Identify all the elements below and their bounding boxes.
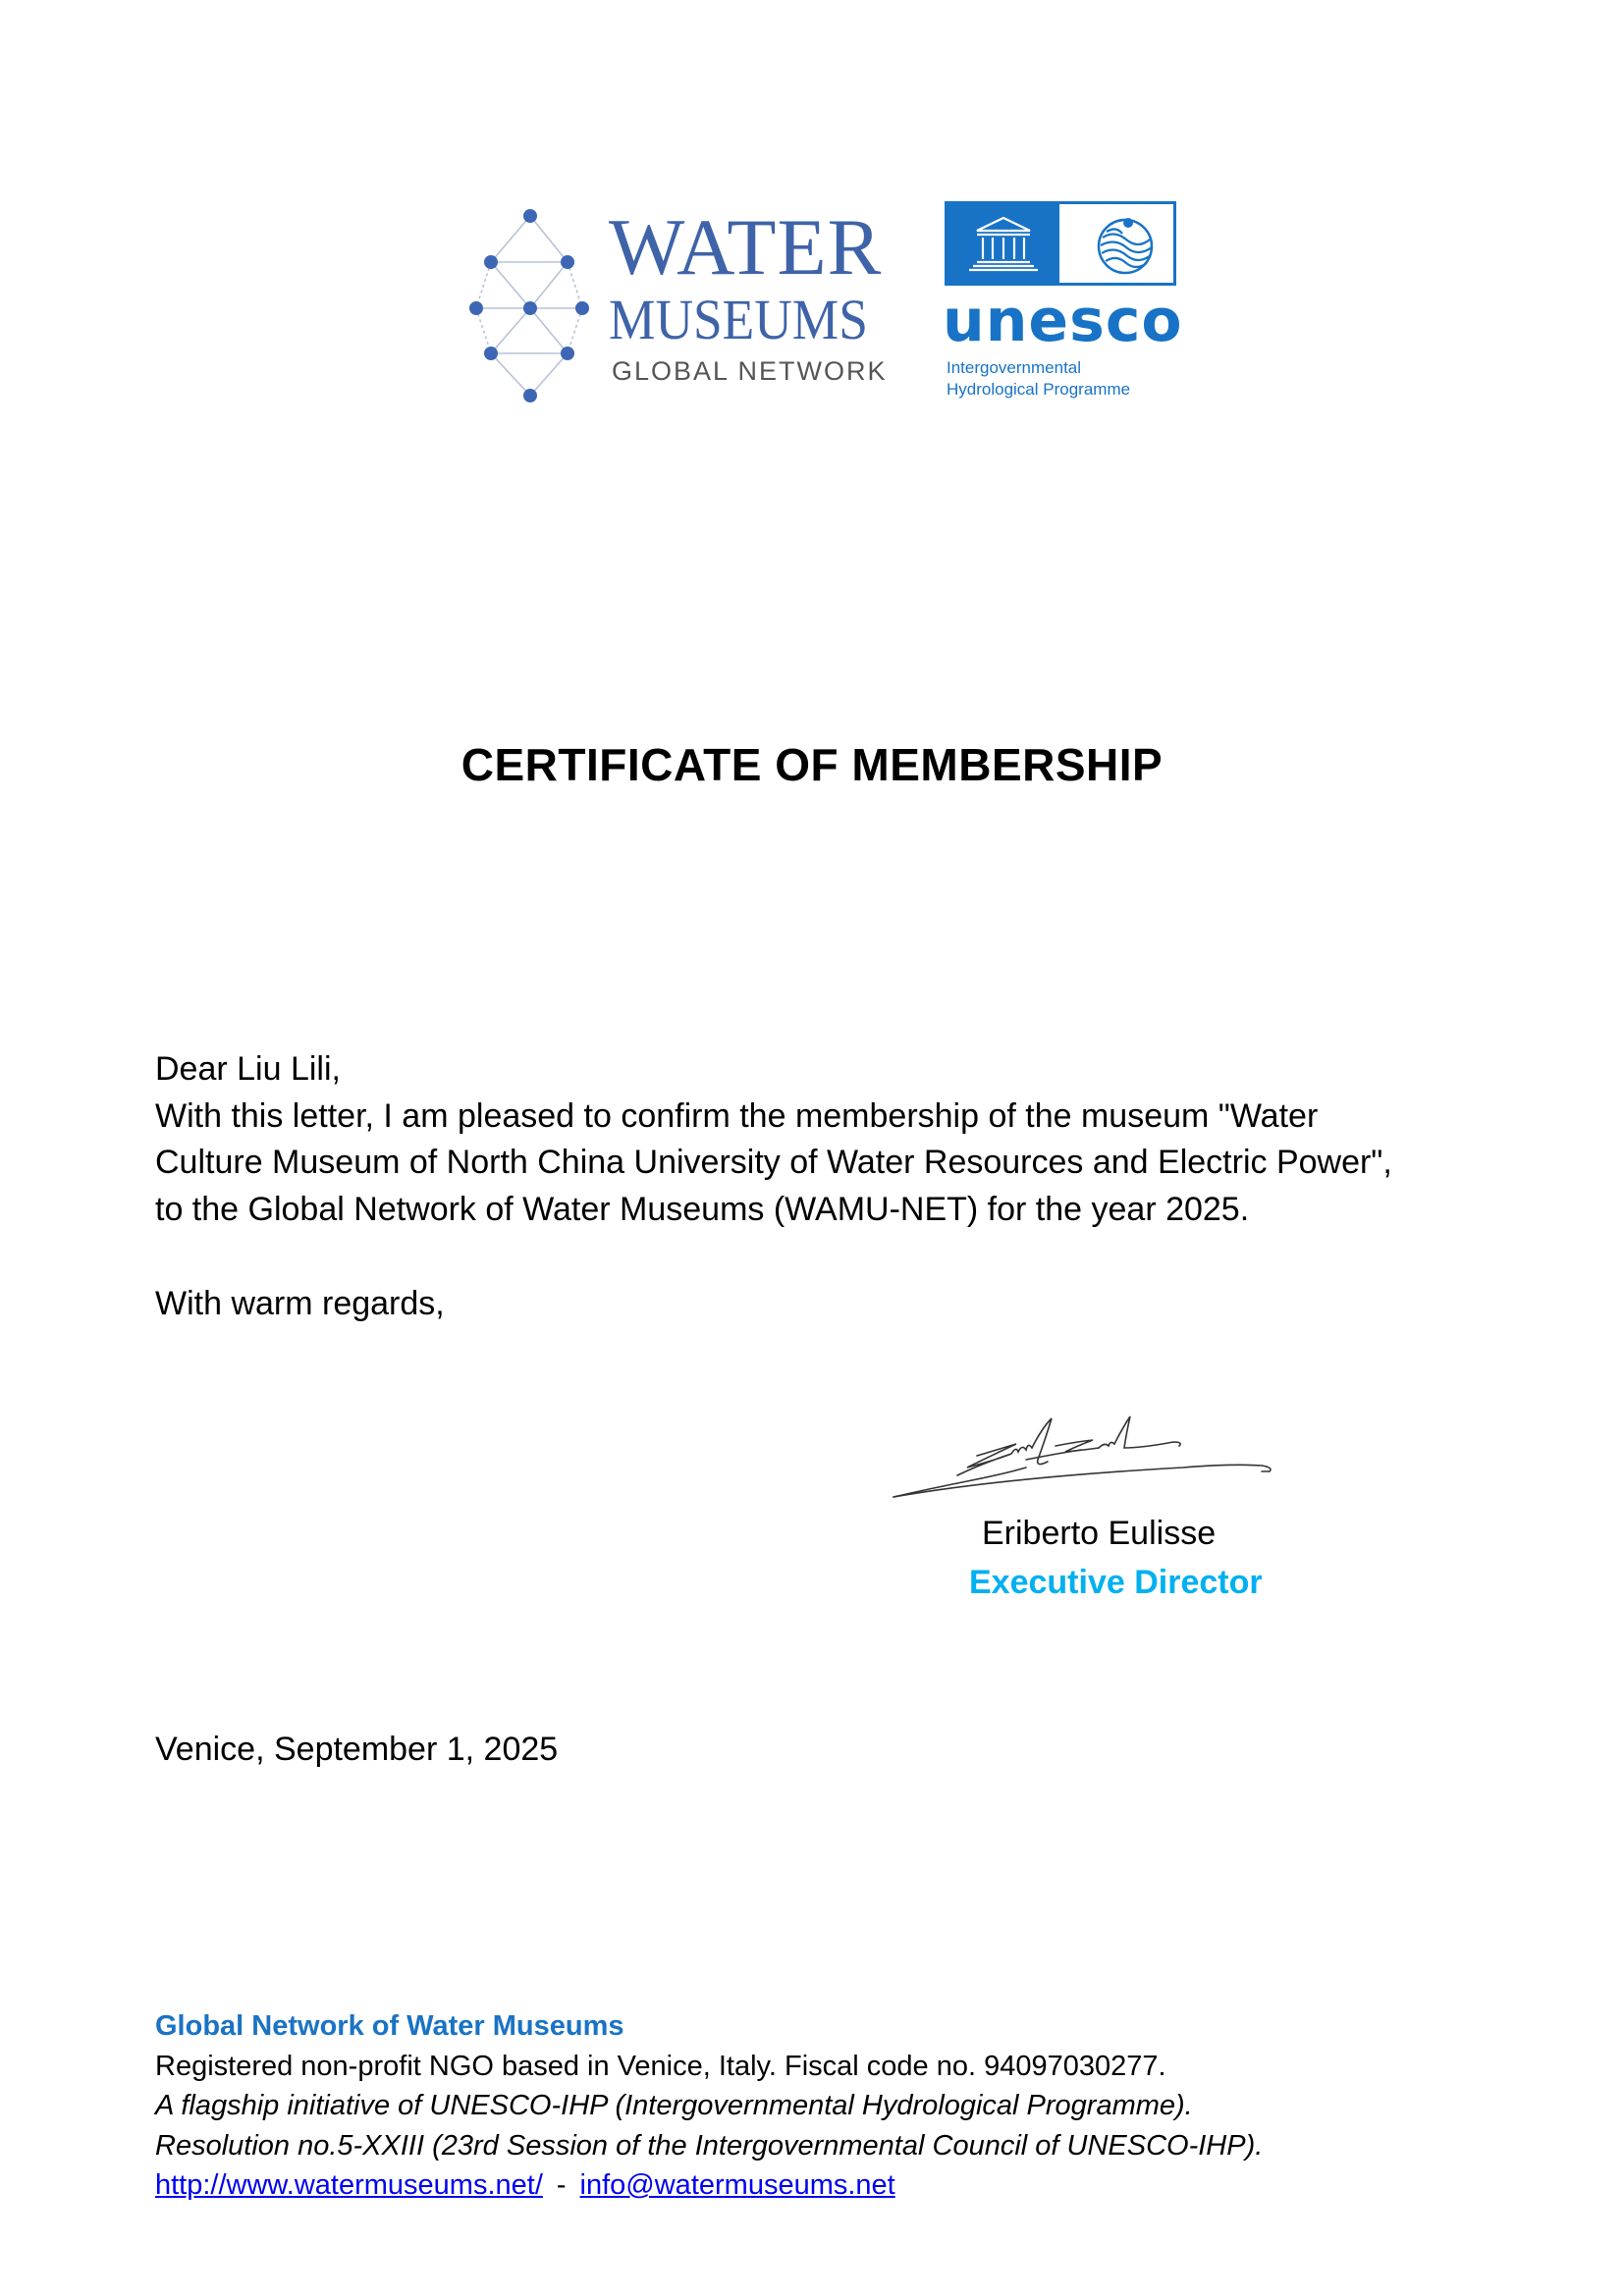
place-date: Venice, September 1, 2025 — [155, 1731, 559, 1768]
footer-org-name: Global Network of Water Museums — [155, 2010, 624, 2042]
footer-initiative: A flagship initiative of UNESCO-IHP (Intergovernmental Hydrological Programme). — [155, 2090, 1193, 2121]
certificate-title: CERTIFICATE OF MEMBERSHIP — [460, 739, 1164, 790]
footer-resolution: Resolution no.5-XXIII (23rd Session of the Intergovernmental Council of UNESCO-IHP). — [155, 2129, 1264, 2162]
water-museums-logo-line1: WATER — [609, 202, 883, 292]
letter-line: to the Global Network of Water Museums (WAMU-NET) for the year 2025. — [155, 1190, 1250, 1228]
water-museums-logo-line2: MUSEUMS — [609, 288, 868, 351]
footer-links — [155, 2165, 1530, 2206]
signatory-role: Executive Director — [969, 1564, 1263, 1601]
unesco-ihp-logo — [943, 201, 1183, 407]
unesco-emblem-box — [945, 201, 1176, 286]
ihp-water-globe-icon — [1093, 210, 1158, 279]
water-museums-logo-line3: GLOBAL NETWORK — [612, 356, 888, 386]
signatory-name: Eriberto Eulisse — [982, 1515, 1217, 1552]
letter-body — [155, 1046, 1530, 1233]
email-link[interactable]: info@watermuseums.net — [579, 2169, 895, 2201]
handwritten-signature-icon — [889, 1399, 1281, 1507]
footer — [155, 2006, 1530, 2206]
unesco-emblem-panel — [947, 204, 1059, 283]
letter-salutation: Dear Liu Lili, — [155, 1050, 341, 1088]
unesco-wordmark: unesco — [943, 287, 1183, 355]
unesco-subtitle-line2: Hydrological Programme — [947, 380, 1131, 399]
footer-registration: Registered non-profit NGO based in Venice, Italy. Fiscal code no. 94097030277. — [155, 2050, 1166, 2082]
link-separator: - — [556, 2169, 567, 2201]
unesco-temple-icon — [947, 204, 1059, 283]
network-nodes-icon — [466, 201, 594, 402]
water-museums-logo — [466, 201, 898, 402]
website-link[interactable]: http://www.watermuseums.net/ — [155, 2169, 543, 2201]
letter-closing: With warm regards, — [155, 1285, 445, 1322]
unesco-subtitle-line1: Intergovernmental — [947, 358, 1082, 377]
letter-line: Culture Museum of North China University of Water Resources and Electric Power", — [155, 1144, 1392, 1181]
letter-line: With this letter, I am pleased to confirm the membership of the museum "Water — [155, 1096, 1319, 1135]
